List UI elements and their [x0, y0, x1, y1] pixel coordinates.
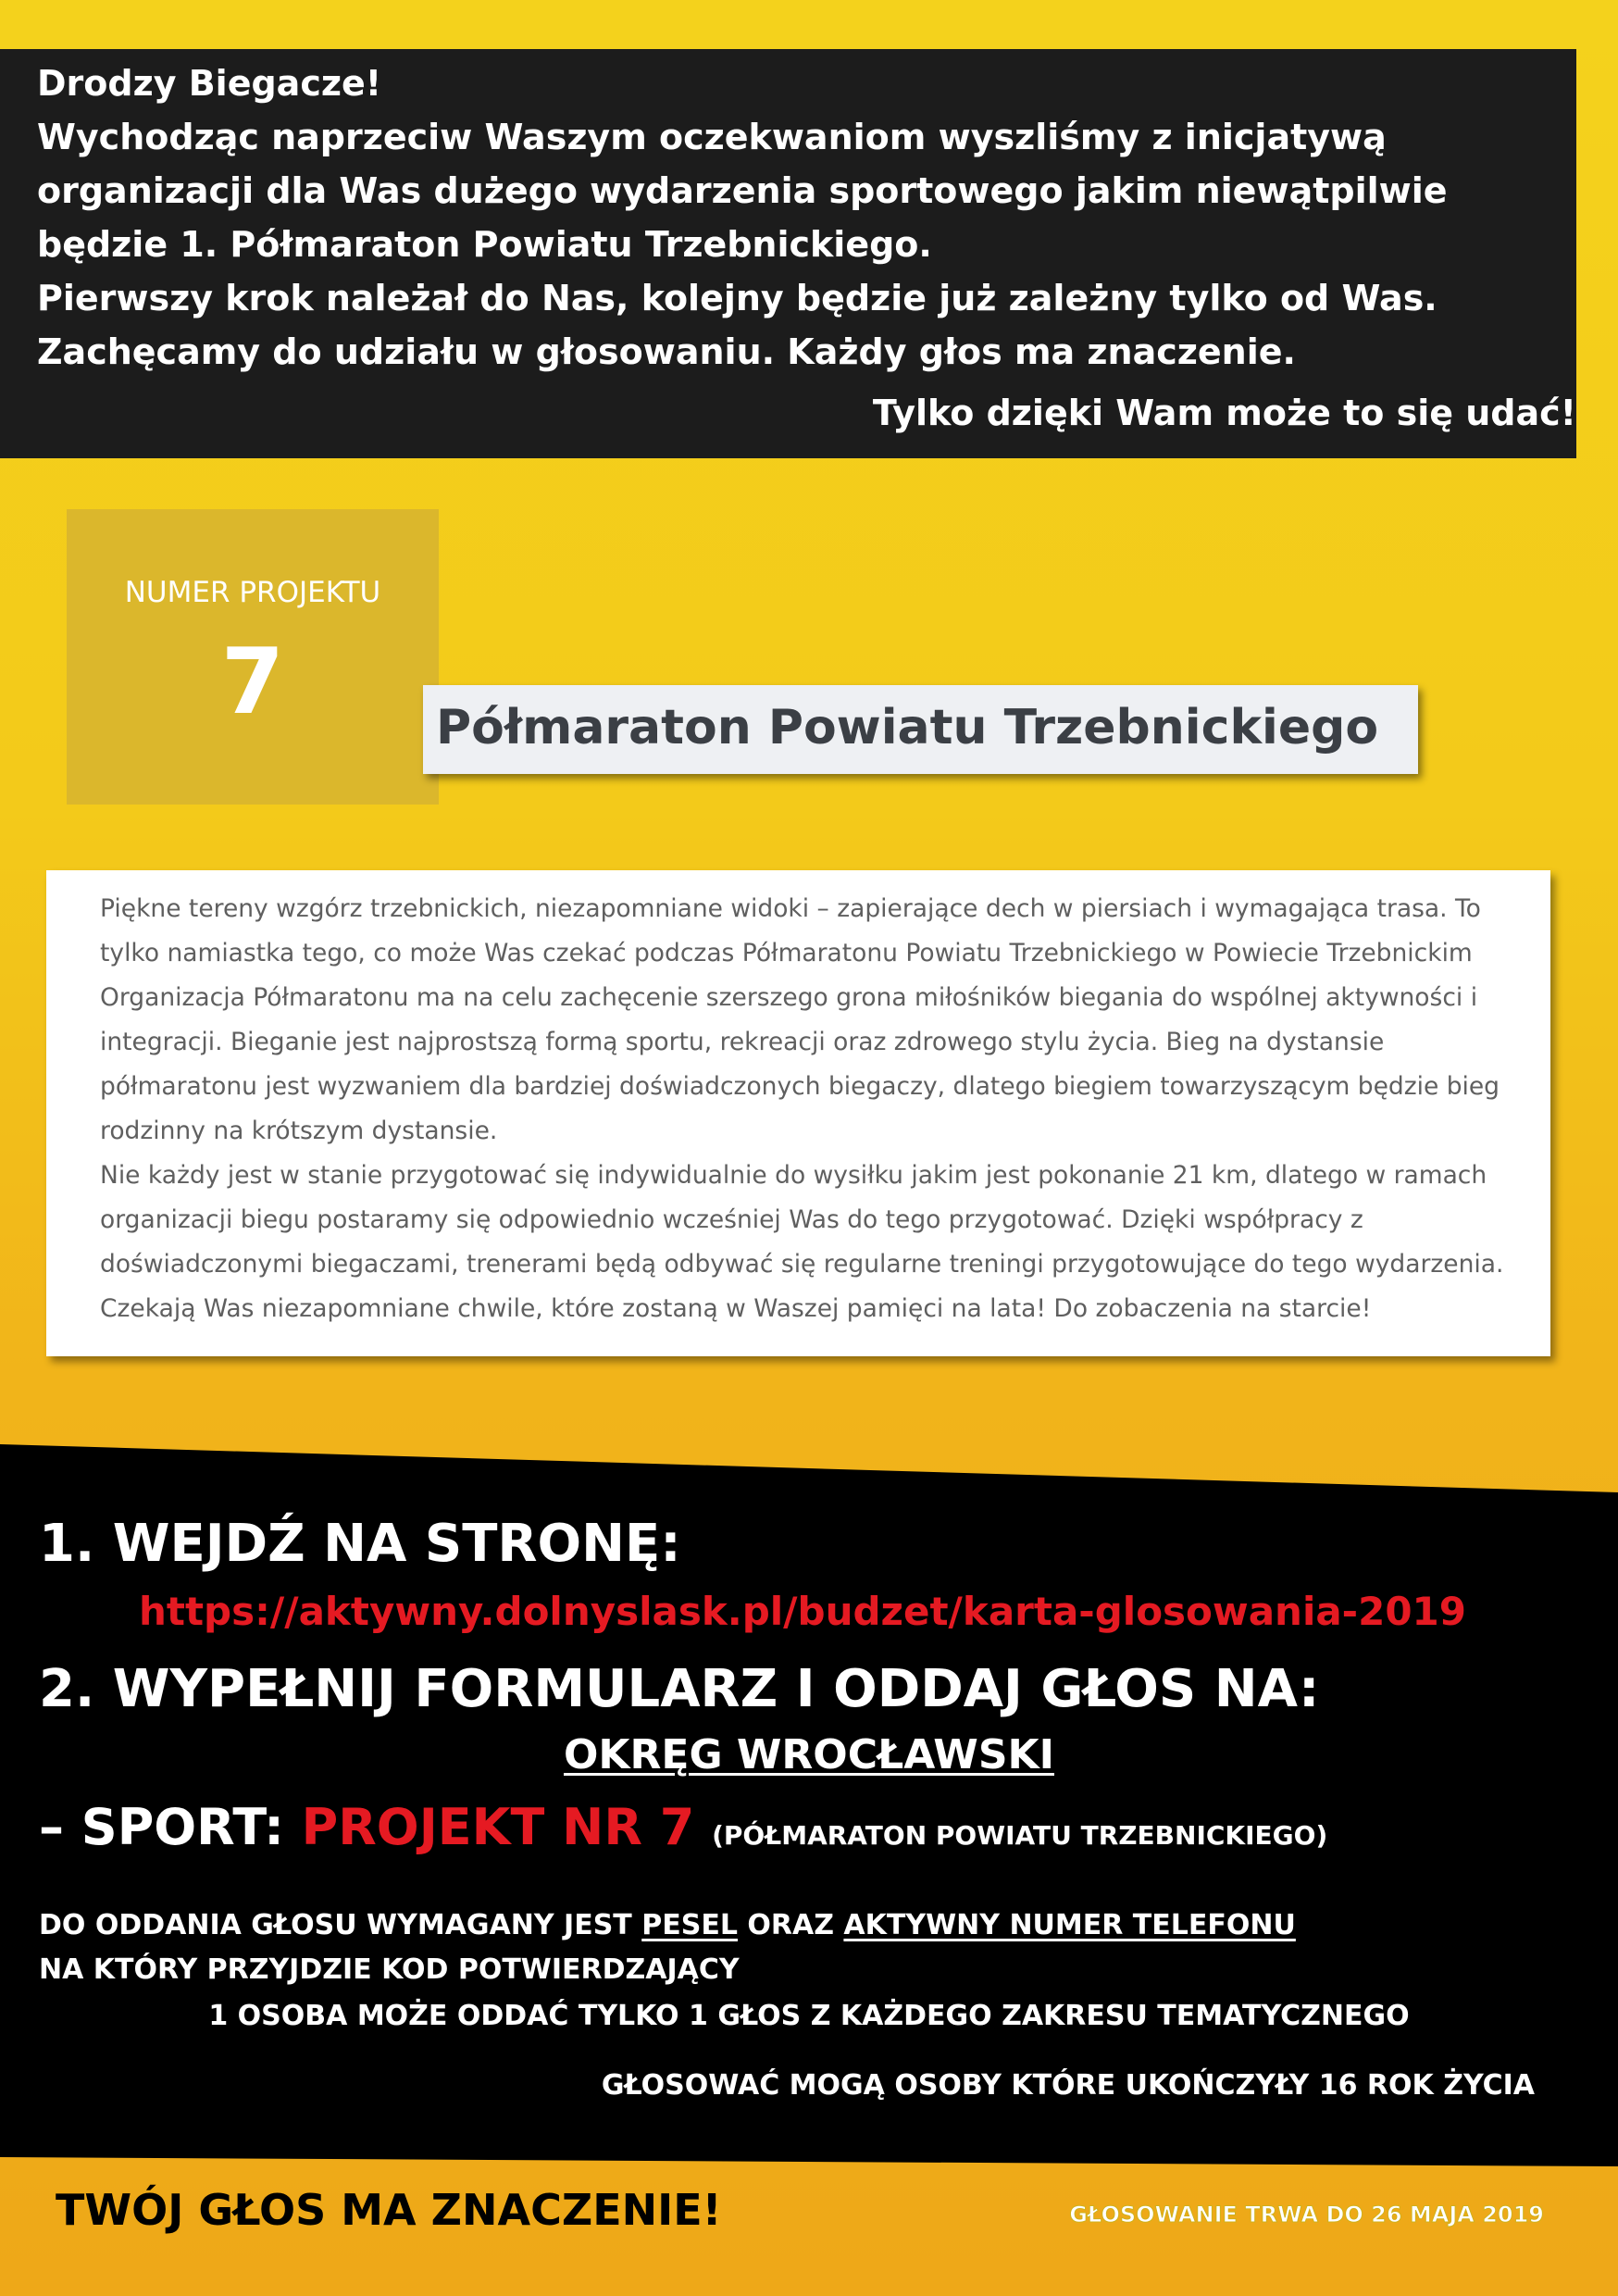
intro-line: będzie 1. Półmaraton Powiatu Trzebnickiego. — [37, 224, 932, 265]
requirements-line-3: 1 OSOBA MOŻE ODDAĆ TYLKO 1 GŁOS Z KAŻDEGO ZAKRESU TEMATYCZNEGO — [208, 2000, 1410, 2032]
requirement-text: ORAZ — [747, 1909, 834, 1941]
intro-line: Pierwszy krok należał do Nas, kolejny będzie już zależny tylko od Was. — [37, 278, 1438, 318]
district-name — [0, 1731, 1618, 1778]
intro-closing: Tylko dzięki Wam może to się udać! — [872, 393, 1576, 433]
project-number-label: NUMER PROJEKTU — [124, 576, 381, 609]
description-line: półmaratonu jest wyzwaniem dla bardziej doświadczonych biegaczy, dlatego biegiem towarzyszącym będzie bieg — [100, 1072, 1500, 1101]
project-note: (PÓŁMARATON POWIATU TRZEBNICKIEGO) — [712, 1820, 1328, 1851]
project-label: PROJEKT NR 7 — [301, 1798, 695, 1856]
intro-line: Wychodząc naprzeciw Waszym oczekwaniom wyszliśmy z inicjatywą — [37, 117, 1387, 157]
step-1-heading: 1. WEJDŹ NA STRONĘ: — [39, 1514, 681, 1574]
project-description-card — [46, 870, 1550, 1356]
step-2-heading: 2. WYPEŁNIJ FORMULARZ I ODDAJ GŁOS NA: — [39, 1659, 1320, 1719]
slogan: TWÓJ GŁOS MA ZNACZENIE! — [56, 2185, 722, 2235]
phone-requirement: AKTYWNY NUMER TELEFONU — [843, 1909, 1296, 1941]
intro-line: organizacji dla Was dużego wydarzenia sportowego jakim niewątpilwie — [37, 170, 1448, 211]
description-line: Piękne tereny wzgórz trzebnickich, niezapomniane widoki – zapierające dech w piersiach i wymagająca trasa. To — [100, 894, 1481, 923]
project-number-badge — [67, 509, 439, 805]
description-line: organizacji biegu postaramy się odpowiednio wcześniej Was do tego przygotować. Dzięki współpracy z — [100, 1205, 1363, 1234]
description-line: integracji. Bieganie jest najprostszą formą sportu, rekreacji oraz zdrowego stylu życia. Bieg na dystansie — [100, 1028, 1385, 1056]
voting-url-link[interactable]: https://aktywny.dolnyslask.pl/budzet/karta-glosowania-2019 — [139, 1589, 1467, 1634]
description-line: doświadczonymi biegaczami, trenerami będą odbywać się regularne treningi przygotowujące do tego wydarzenia. — [100, 1250, 1504, 1279]
age-requirement: GŁOSOWAĆ MOGĄ OSOBY KTÓRE UKOŃCZYŁY 16 ROK ŻYCIA — [601, 2069, 1535, 2102]
district-name-text: OKRĘG WROCŁAWSKI — [564, 1731, 1054, 1778]
voting-deadline: GŁOSOWANIE TRWA DO 26 MAJA 2019 — [1069, 2202, 1544, 2227]
project-number: 7 — [220, 630, 285, 735]
project-title: Półmaraton Powiatu Trzebnickiego — [436, 700, 1379, 755]
pesel-requirement: PESEL — [641, 1909, 738, 1941]
description-line: Czekają Was niezapomniane chwile, które zostaną w Waszej pamięci na lata! Do zobaczenia na starcie! — [100, 1294, 1372, 1323]
description-line: tylko namiastka tego, co może Was czekać podczas Półmaratonu Powiatu Trzebnickiego w Powiecie Trzebnickim — [100, 939, 1473, 967]
requirements-line-2: NA KTÓRY PRZYJDZIE KOD POTWIERDZAJĄCY — [39, 1953, 740, 1986]
intro-greeting: Drodzy Biegacze! — [37, 63, 382, 104]
description-line: rodzinny na krótszym dystansie. — [100, 1117, 498, 1145]
intro-line: Zachęcamy do udziału w głosowaniu. Każdy głos ma znaczenie. — [37, 331, 1296, 372]
intro-banner — [0, 49, 1576, 458]
requirement-text: DO ODDANIA GŁOSU WYMAGANY JEST — [39, 1909, 632, 1941]
footer — [0, 2157, 1618, 2296]
sport-line — [39, 1798, 1327, 1856]
requirements-line-1 — [39, 1909, 1296, 1941]
description-line: Nie każdy jest w stanie przygotować się indywidualnie do wysiłku jakim jest pokonanie 21 km, dlatego w ramach — [100, 1161, 1487, 1190]
project-title-box — [423, 685, 1418, 774]
sport-prefix: – SPORT: — [39, 1798, 284, 1856]
description-line: Organizacja Półmaratonu ma na celu zachęcenie szerszego grona miłośników biegania do wspólnej aktywności i — [100, 983, 1478, 1012]
